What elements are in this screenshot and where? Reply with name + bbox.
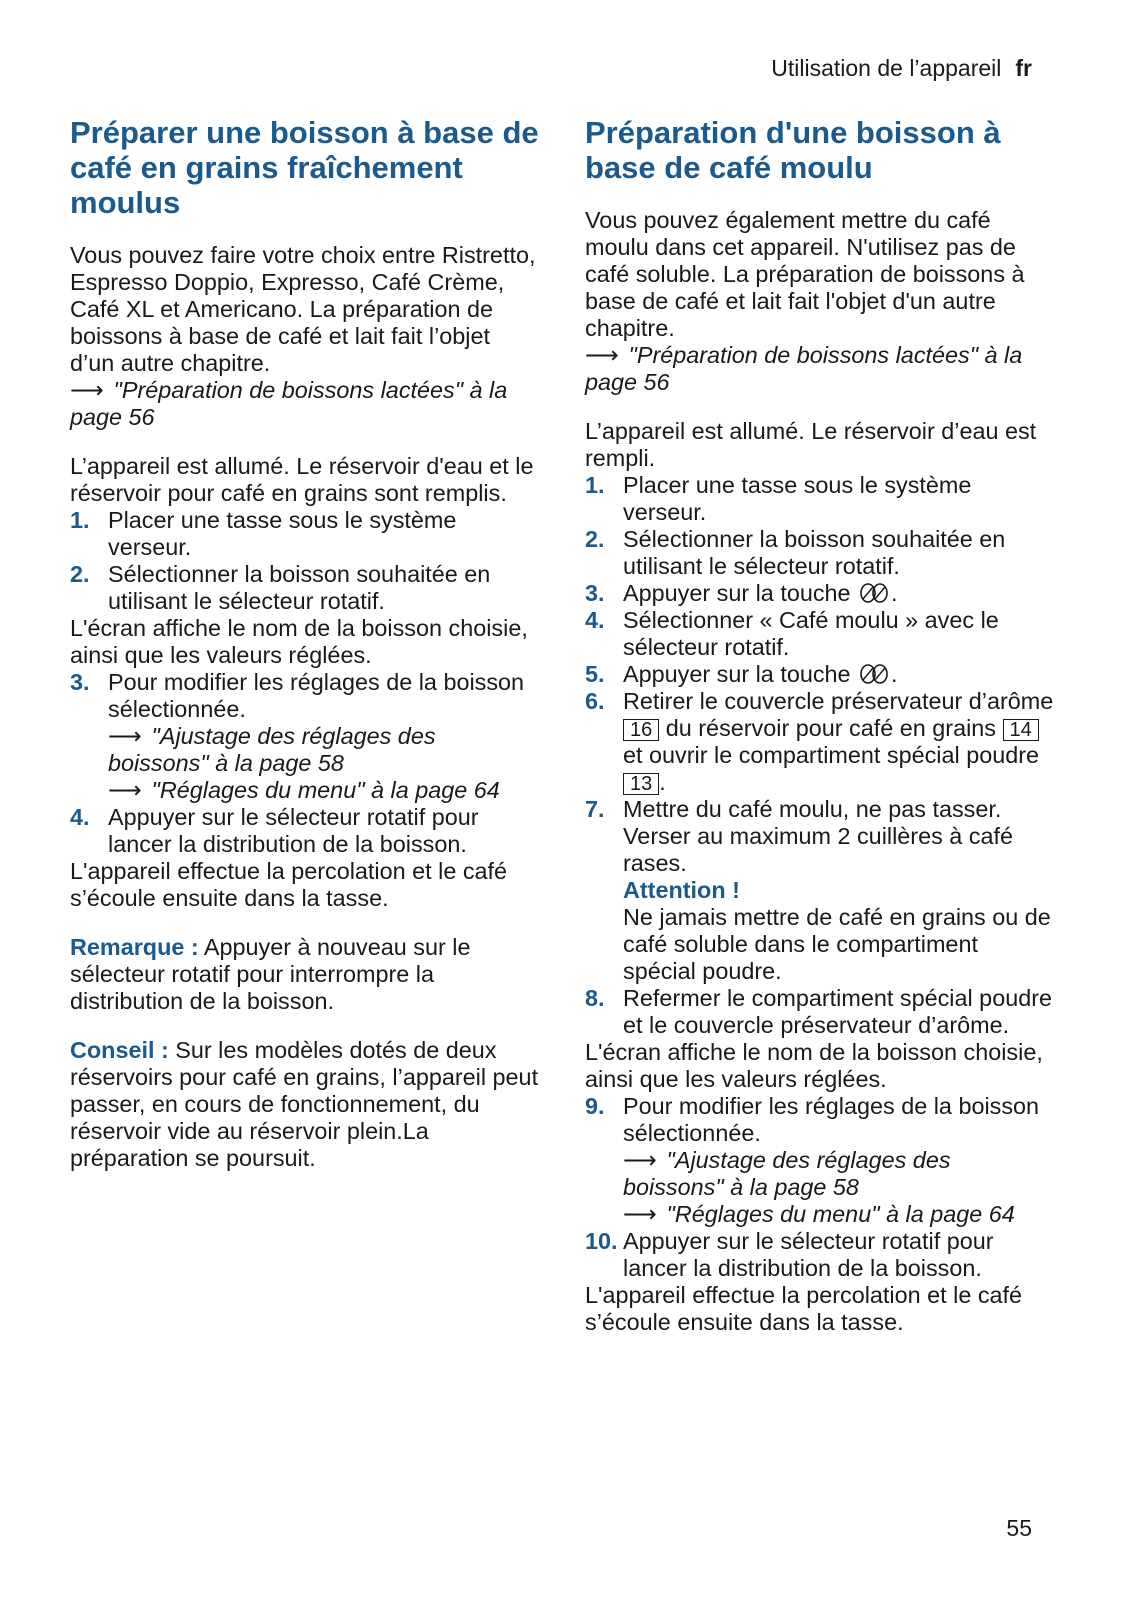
- result-text: L'écran affiche le nom de la boisson choisie, ainsi que les valeurs réglées.: [70, 615, 528, 668]
- precondition: L’appareil est allumé. Le réservoir d’eau est rempli.: [585, 418, 1037, 471]
- coffee-bean-icon: [857, 664, 891, 684]
- step-list: [585, 472, 1055, 1039]
- step-item: 1. Placer une tasse sous le système verseur.: [70, 507, 457, 560]
- section-heading: Préparer une boisson à base de café en grains fraîchement moulus: [70, 115, 539, 220]
- step-list: [585, 1093, 1055, 1282]
- result-text: L'appareil effectue la percolation et le café s’écoule ensuite dans la tasse.: [70, 858, 508, 911]
- step-item: 10. Appuyer sur le sélecteur rotatif pour lancer la distribution de la boisson.: [585, 1228, 994, 1281]
- attention-text: Ne jamais mettre de café en grains ou de café soluble dans le compartiment spécial poudre.: [623, 904, 1051, 984]
- part-number-box: 13: [623, 773, 659, 795]
- part-number-box: 16: [623, 719, 659, 741]
- section-title: Utilisation de l’appareil: [771, 55, 1002, 81]
- attention-label: Attention !: [623, 877, 740, 903]
- step-item: 3. Pour modifier les réglages de la boisson sélectionnée. ⟶ "Ajustage des réglages des boissons" à la page 58 ⟶ "Réglages du menu" à la page 64: [70, 669, 540, 804]
- coffee-bean-icon: [857, 583, 891, 603]
- step-item: 9. Pour modifier les réglages de la boisson sélectionnée. ⟶ "Ajustage des réglages des boissons" à la page 58 ⟶ "Réglages du menu" à la page 64: [585, 1093, 1055, 1228]
- language-code: fr: [1015, 55, 1032, 81]
- arrow-icon: ⟶: [108, 723, 142, 749]
- arrow-icon: ⟶: [623, 1147, 657, 1173]
- intro-paragraph: Vous pouvez faire votre choix entre Ristretto, Espresso Doppio, Expresso, Café Crème, Café XL et Americano. La préparation de boissons à base de café et lait fait l’objet d’un autre chapitre.: [70, 242, 536, 376]
- cross-reference: ⟶ "Réglages du menu" à la page 64: [108, 777, 500, 803]
- right-column: [585, 115, 1055, 1336]
- step-item: 1. Placer une tasse sous le système verseur.: [585, 472, 972, 525]
- cross-reference: ⟶ "Préparation de boissons lactées" à la page 56: [70, 377, 508, 430]
- step-item: 7. Mettre du café moulu, ne pas tasser. Verser au maximum 2 cuillères à café rases. Attention ! Ne jamais mettre de café en grains ou de café soluble dans le compartiment spécial poudre.: [585, 796, 1055, 985]
- step-item: 4. Appuyer sur le sélecteur rotatif pour lancer la distribution de la boisson.: [70, 804, 479, 857]
- cross-reference: ⟶ "Réglages du menu" à la page 64: [623, 1201, 1015, 1227]
- step-item: 2. Sélectionner la boisson souhaitée en utilisant le sélecteur rotatif.: [585, 526, 1006, 579]
- section-heading: Préparation d'une boisson à base de café moulu: [585, 115, 1001, 185]
- left-column: [70, 115, 540, 1172]
- step-list: [70, 669, 540, 858]
- result-text: L'écran affiche le nom de la boisson choisie, ainsi que les valeurs réglées.: [585, 1039, 1043, 1092]
- page-number: 55: [1006, 1515, 1032, 1541]
- arrow-icon: ⟶: [585, 342, 619, 368]
- step-item: 8. Refermer le compartiment spécial poudre et le couvercle préservateur d’arôme.: [585, 985, 1053, 1038]
- tip: Conseil : Sur les modèles dotés de deux réservoirs pour café en grains, l’appareil peut passer, en cours de fonctionnement, du réservoir vide au réservoir plein.La préparation se poursuit.: [70, 1037, 539, 1171]
- step-item: 4. Sélectionner « Café moulu » avec le sélecteur rotatif.: [585, 607, 999, 660]
- arrow-icon: ⟶: [623, 1201, 657, 1227]
- running-header: [771, 55, 1032, 82]
- intro-paragraph: Vous pouvez également mettre du café moulu dans cet appareil. N'utilisez pas de café soluble. La préparation de boissons à base de café et lait fait l'objet d'un autre chapitre.: [585, 207, 1025, 341]
- note: Remarque : Appuyer à nouveau sur le sélecteur rotatif pour interrompre la distribution de la boisson.: [70, 934, 471, 1014]
- arrow-icon: ⟶: [108, 777, 142, 803]
- step-item: 5. Appuyer sur la touche .: [585, 661, 898, 687]
- precondition: L’appareil est allumé. Le réservoir d'eau et le réservoir pour café en grains sont remplis.: [70, 453, 534, 506]
- result-text: L'appareil effectue la percolation et le café s’écoule ensuite dans la tasse.: [585, 1282, 1023, 1335]
- step-item: 3. Appuyer sur la touche .: [585, 580, 898, 606]
- step-item: 2. Sélectionner la boisson souhaitée en utilisant le sélecteur rotatif.: [70, 561, 491, 614]
- part-number-box: 14: [1003, 719, 1039, 741]
- cross-reference: ⟶ "Préparation de boissons lactées" à la page 56: [585, 342, 1023, 395]
- cross-reference: ⟶ "Ajustage des réglages des boissons" à la page 58: [108, 723, 436, 776]
- step-item: 6. Retirer le couvercle préservateur d’arôme 16 du réservoir pour café en grains 14 et ouvrir le compartiment spécial poudre 13 .: [585, 688, 1054, 795]
- arrow-icon: ⟶: [70, 377, 104, 403]
- cross-reference: ⟶ "Ajustage des réglages des boissons" à la page 58: [623, 1147, 951, 1200]
- step-list: [70, 507, 540, 615]
